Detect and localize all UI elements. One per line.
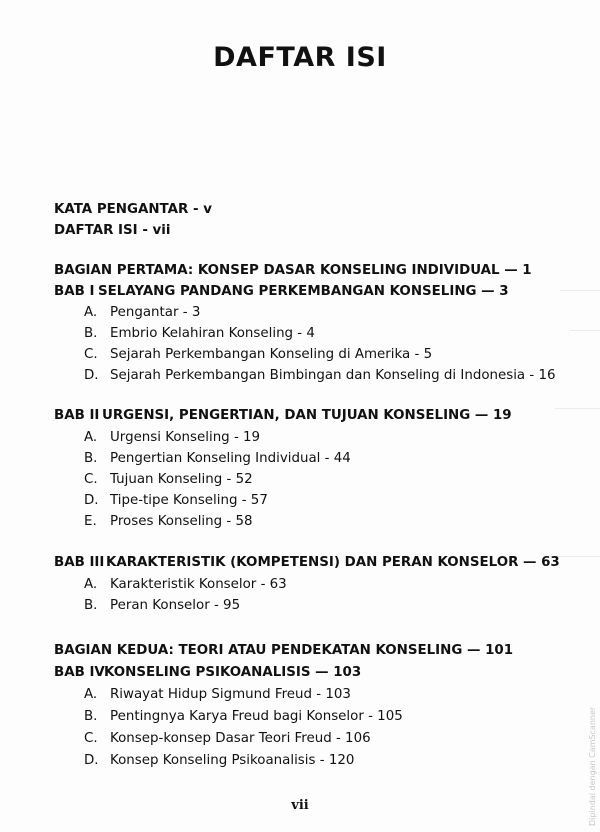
chapter-title: KARAKTERISTIK (KOMPETENSI) DAN PERAN KONSELOR — 63	[106, 555, 560, 570]
section-letter: A.	[84, 305, 98, 320]
toc-section	[84, 346, 432, 364]
section-title: Tipe-tipe Konseling - 57	[110, 493, 268, 508]
toc-section	[84, 708, 403, 726]
page-number: vii	[291, 798, 309, 813]
section-title: Riwayat Hidup Sigmund Freud - 103	[110, 687, 351, 702]
section-title: Karakteristik Konselor - 63	[110, 577, 287, 592]
toc-section	[84, 686, 351, 704]
toc-section	[84, 304, 200, 322]
toc-section	[84, 752, 354, 770]
toc-part-bagian-pertama: BAGIAN PERTAMA: KONSEP DASAR KONSELING INDIVIDUAL — 1	[54, 263, 532, 278]
section-letter: B.	[84, 451, 98, 466]
section-title: Konsep Konseling Psikoanalisis - 120	[110, 753, 355, 768]
toc-section	[84, 597, 240, 615]
chapter-number: BAB IV	[54, 665, 105, 680]
section-title: Peran Konselor - 95	[110, 598, 241, 613]
chapter-title: KONSELING PSIKOANALISIS — 103	[104, 665, 362, 680]
section-letter: A.	[84, 687, 98, 702]
toc-part-bagian-kedua: BAGIAN KEDUA: TEORI ATAU PENDEKATAN KONSELING — 101	[54, 643, 514, 658]
chapter-number: BAB I	[54, 284, 95, 299]
toc-section	[84, 513, 253, 531]
section-letter: E.	[84, 514, 97, 529]
section-title: Tujuan Konseling - 52	[110, 472, 253, 487]
section-letter: C.	[84, 731, 98, 746]
toc-section	[84, 730, 371, 748]
toc-section	[84, 576, 287, 594]
section-title: Embrio Kelahiran Konseling - 4	[110, 326, 315, 341]
toc-chapter-bab-1	[54, 283, 509, 301]
toc-section	[84, 492, 268, 510]
toc-section	[84, 429, 260, 447]
section-letter: C.	[84, 472, 98, 487]
section-title: Pengertian Konseling Individual - 44	[110, 451, 351, 466]
bleed-through-mark	[570, 330, 600, 331]
section-title: Konsep-konsep Dasar Teori Freud - 106	[110, 731, 371, 746]
toc-section	[84, 471, 253, 489]
chapter-title: URGENSI, PENGERTIAN, DAN TUJUAN KONSELING — 19	[102, 408, 512, 423]
scanner-watermark	[588, 688, 598, 828]
section-letter: B.	[84, 709, 98, 724]
section-title: Pengantar - 3	[110, 305, 201, 320]
section-title: Urgensi Konseling - 19	[110, 430, 261, 445]
section-title: Sejarah Perkembangan Konseling di Amerika - 5	[110, 347, 433, 362]
section-title: Proses Konseling - 58	[110, 514, 253, 529]
section-letter: B.	[84, 326, 98, 341]
bleed-through-mark	[555, 408, 600, 409]
toc-section	[84, 367, 556, 385]
page-title: DAFTAR ISI	[213, 42, 387, 73]
toc-chapter-bab-3	[54, 554, 560, 572]
section-letter: D.	[84, 493, 99, 508]
section-title: Sejarah Perkembangan Bimbingan dan Konseling di Indonesia - 16	[110, 368, 556, 383]
section-letter: C.	[84, 347, 98, 362]
toc-section	[84, 325, 315, 343]
section-title: Pentingnya Karya Freud bagi Konselor - 105	[110, 709, 403, 724]
toc-entry-daftar-isi: DAFTAR ISI - vii	[54, 223, 171, 238]
toc-chapter-bab-4	[54, 664, 361, 682]
section-letter: D.	[84, 368, 99, 383]
section-letter: B.	[84, 598, 98, 613]
toc-chapter-bab-2	[54, 407, 512, 425]
toc-entry-kata-pengantar: KATA PENGANTAR - v	[54, 202, 212, 217]
chapter-number: BAB II	[54, 408, 100, 423]
section-letter: D.	[84, 753, 99, 768]
chapter-number: BAB III	[54, 555, 105, 570]
watermark-text: Dipindai dengan CamScanner	[588, 706, 597, 826]
bleed-through-mark	[560, 290, 600, 291]
toc-section	[84, 450, 351, 468]
section-letter: A.	[84, 577, 98, 592]
section-letter: A.	[84, 430, 98, 445]
chapter-title: SELAYANG PANDANG PERKEMBANGAN KONSELING — 3	[98, 284, 509, 299]
